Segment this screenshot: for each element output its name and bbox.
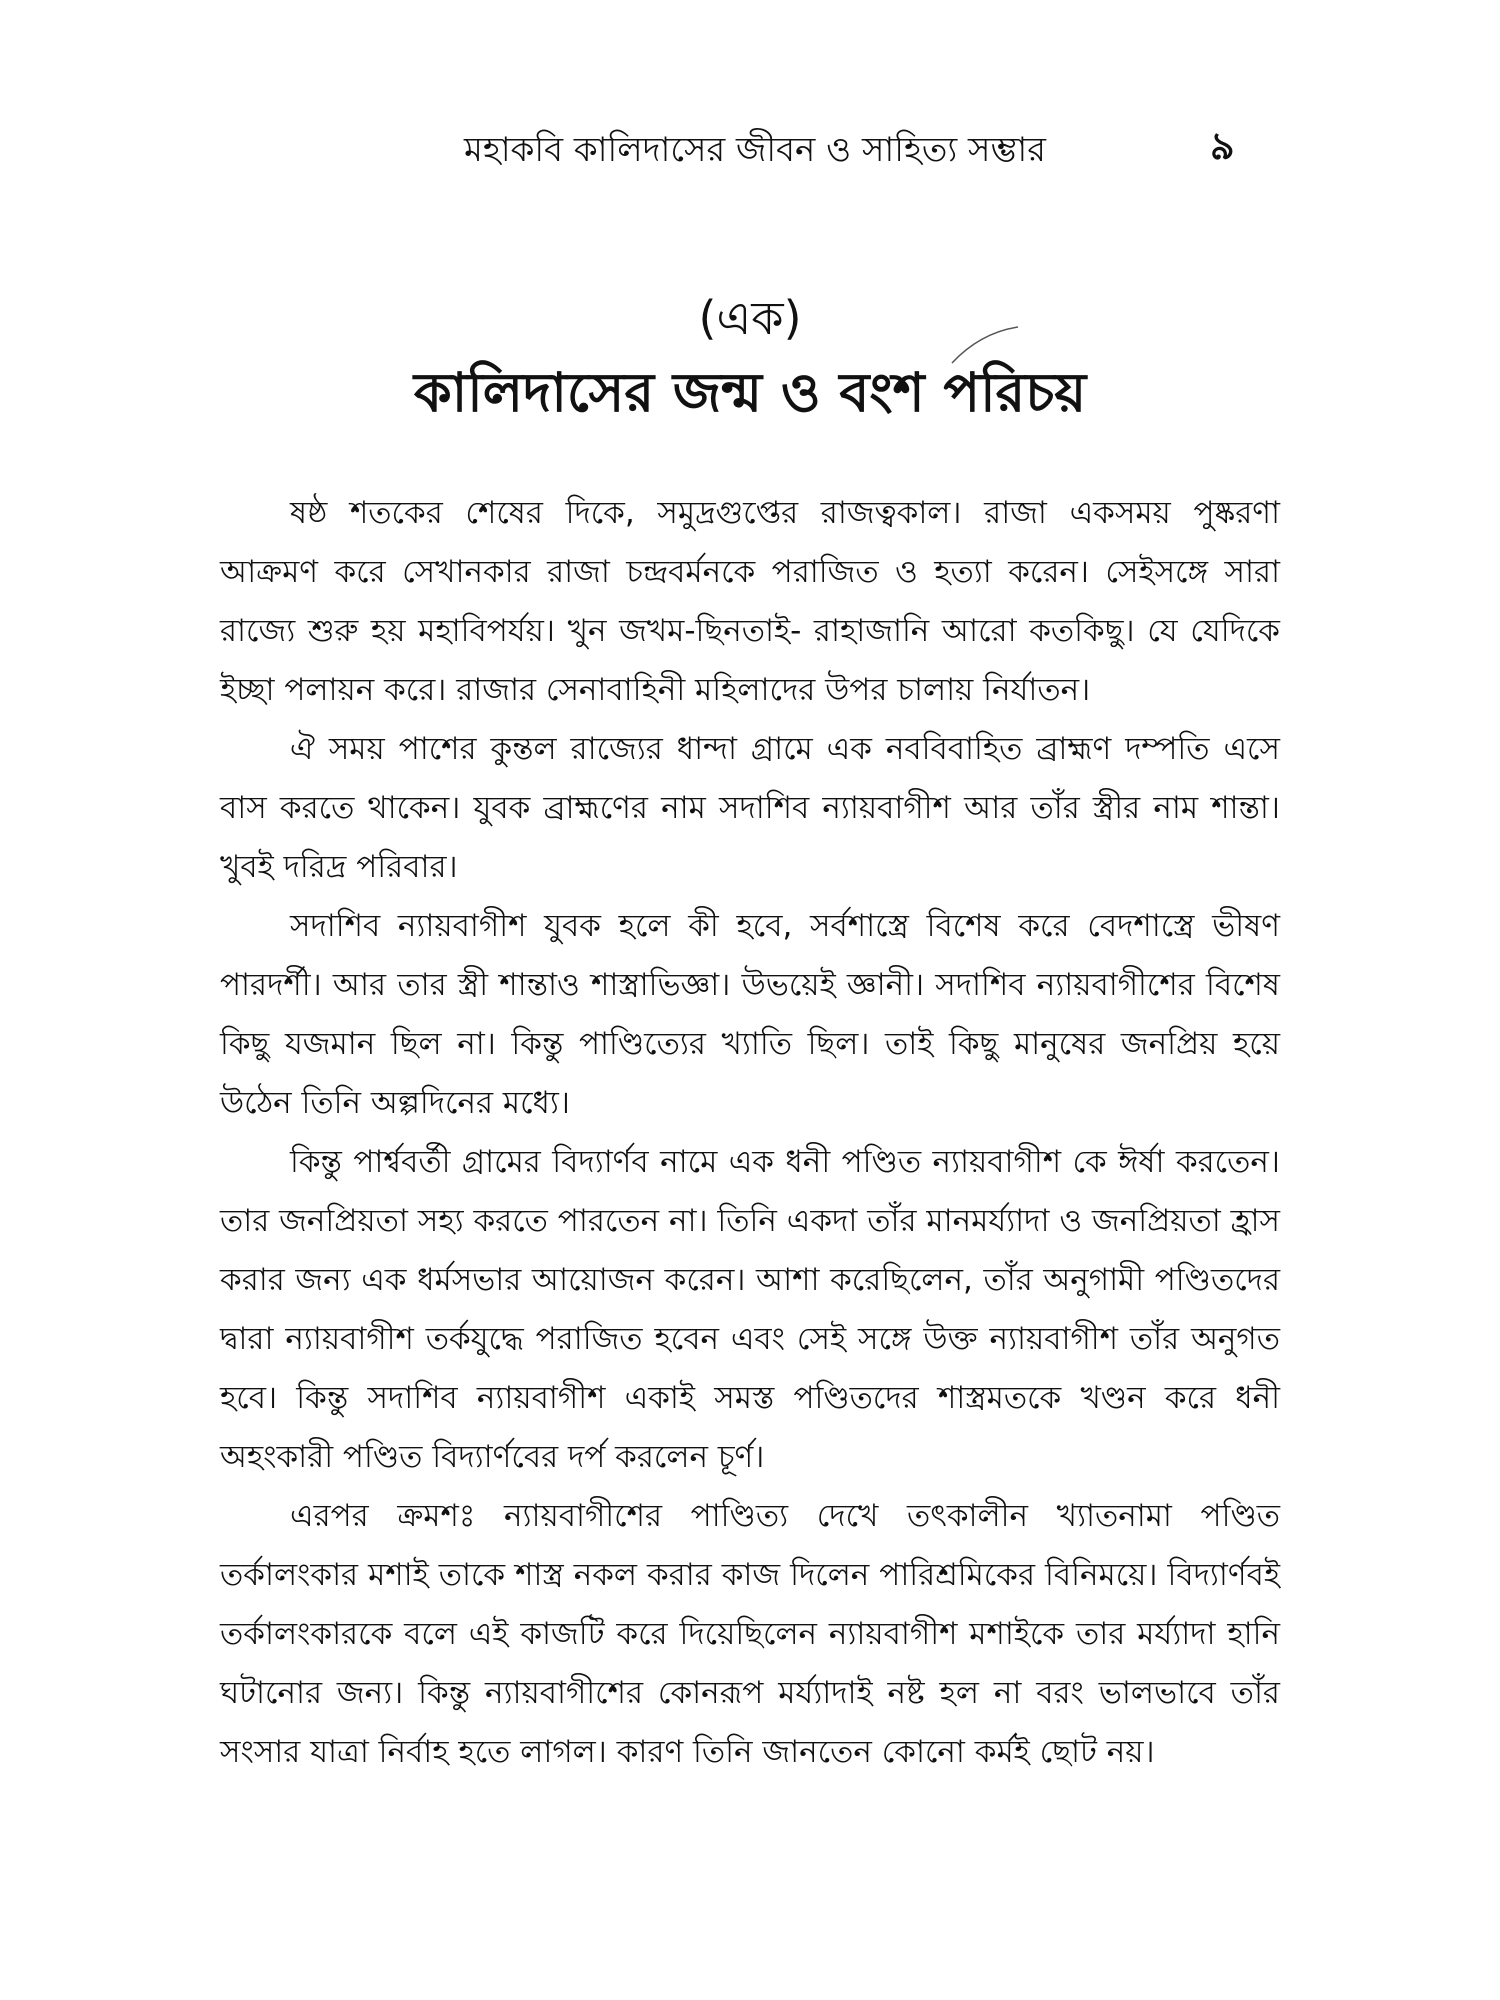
paragraph: এরপর ক্রমশঃ ন্যায়বাগীশের পাণ্ডিত্য দেখে তৎকালীন খ্যাতনামা পণ্ডিত তর্কালংকার মশাই তাকে শাস্ত্র নকল করার কাজ দিলেন পারিশ্রমিকের বিনিময়ে। বিদ্যার্ণবই তর্কালংকারকে বলে এই কাজটি করে দিয়েছিলেন ন্যায়বাগীশ মশাইকে তার মর্য্যাদা হানি ঘটানোর জন্য। কিন্তু ন্যায়বাগীশের কোনরূপ মর্য্যাদাই নষ্ট হল না বরং ভালভাবে তাঁর সংসার যাত্রা নির্বাহ হতে লাগল। কারণ তিনি জানতেন কোনো কর্মই ছোট নয়। [220,1498,1280,1770]
page-number: ৯ [1210,124,1235,168]
pen-stroke-mark [950,325,1020,365]
paragraph: ষষ্ঠ শতকের শেষের দিকে, সমুদ্রগুপ্তের রাজত্বকাল। রাজা একসময় পুষ্করণা আক্রমণ করে সেখানকার রাজা চন্দ্রবর্মনকে পরাজিত ও হত্যা করেন। সেইসঙ্গে সারা রাজ্যে শুরু হয় মহাবিপর্যয়। খুন জখম-ছিনতাই- রাহাজানি আরো কতকিছু। যে যেদিকে ইচ্ছা পলায়ন করে। রাজার সেনাবাহিনী মহিলাদের উপর চালায় নির্যাতন। [220,495,1280,708]
chapter-title: কালিদাসের জন্ম ও বংশ পরিচয় [413,361,1087,424]
running-header: মহাকবি কালিদাসের জীবন ও সাহিত্য সম্ভার [464,130,1046,170]
paragraph: ঐ সময় পাশের কুন্তল রাজ্যের ধান্দা গ্রামে এক নববিবাহিত ব্রাহ্মণ দম্পতি এসে বাস করতে থাকেন। যুবক ব্রাহ্মণের নাম সদাশিব ন্যায়বাগীশ আর তাঁর স্ত্রীর নাম শান্তা। খুবই দরিদ্র পরিবার। [220,731,1280,885]
paragraph: সদাশিব ন্যায়বাগীশ যুবক হলে কী হবে, সর্বশাস্ত্রে বিশেষ করে বেদশাস্ত্রে ভীষণ পারদর্শী। আর তার স্ত্রী শান্তাও শাস্ত্রাভিজ্ঞা। উভয়েই জ্ঞানী। সদাশিব ন্যায়বাগীশের বিশেষ কিছু যজমান ছিল না। কিন্তু পাণ্ডিত্যের খ্যাতি ছিল। তাই কিছু মানুষের জনপ্রিয় হয়ে উঠেন তিনি অল্পদিনের মধ্যে। [220,908,1280,1121]
paragraph: কিন্তু পার্শ্ববর্তী গ্রামের বিদ্যার্ণব নামে এক ধনী পণ্ডিত ন্যায়বাগীশ কে ঈর্ষা করতেন। তার জনপ্রিয়তা সহ্য করতে পারতেন না। তিনি একদা তাঁর মানমর্য্যাদা ও জনপ্রিয়তা হ্রাস করার জন্য এক ধর্মসভার আয়োজন করেন। আশা করেছিলেন, তাঁর অনুগামী পণ্ডিতদের দ্বারা ন্যায়বাগীশ তর্কযুদ্ধে পরাজিত হবেন এবং সেই সঙ্গে উক্ত ন্যায়বাগীশ তাঁর অনুগত হবে। কিন্তু সদাশিব ন্যায়বাগীশ একাই সমস্ত পণ্ডিতদের শাস্ত্রমতকে খণ্ডন করে ধনী অহংকারী পণ্ডিত বিদ্যার্ণবের দর্প করলেন চূর্ণ। [220,1144,1280,1475]
body-text [220,484,1280,1782]
chapter-number: (এক) [698,291,802,345]
